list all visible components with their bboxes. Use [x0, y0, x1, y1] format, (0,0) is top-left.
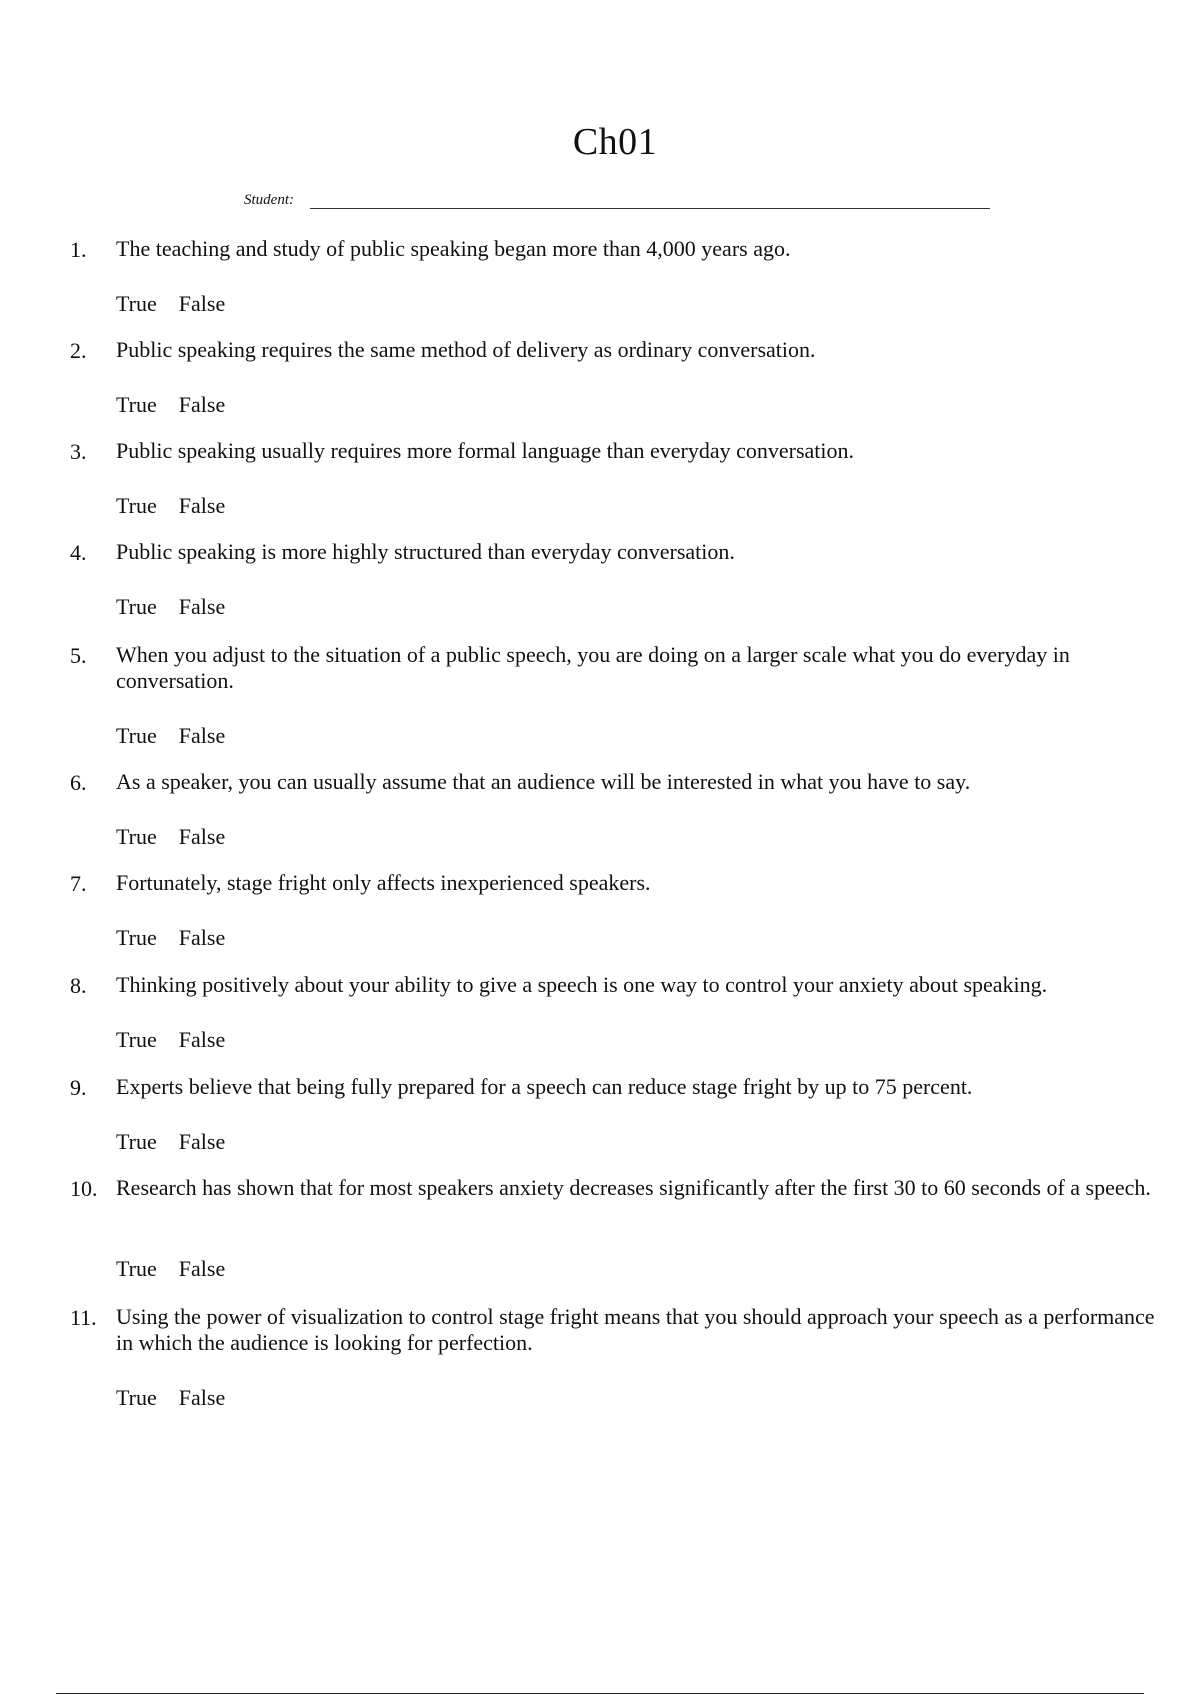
true-option[interactable]: True — [116, 493, 157, 518]
question-number: 8. — [70, 973, 87, 998]
question-text: Research has shown that for most speakers anxiety decreases significantly after the first 30 to 60 seconds of a speech. — [116, 1175, 1151, 1200]
false-option[interactable]: False — [178, 925, 226, 950]
answer-choices — [116, 391, 247, 418]
answer-choices — [116, 492, 247, 519]
true-option[interactable]: True — [116, 1385, 157, 1410]
answer-choices — [116, 593, 247, 620]
question-text: Fortunately, stage fright only affects inexperienced speakers. — [116, 870, 651, 895]
answer-choices — [116, 1255, 247, 1282]
question-number: 7. — [70, 871, 87, 896]
true-option[interactable]: True — [116, 291, 157, 316]
false-option[interactable]: False — [178, 291, 226, 316]
false-option[interactable]: False — [178, 1129, 226, 1154]
answer-choices — [116, 290, 247, 317]
question-number: 4. — [70, 540, 87, 565]
question-text: Using the power of visualization to control stage fright means that you should approach your speech as a performance in which the audience is looking for perfection. — [116, 1304, 1155, 1355]
answer-choices — [116, 823, 247, 850]
true-option[interactable]: True — [116, 392, 157, 417]
false-option[interactable]: False — [178, 1027, 226, 1052]
question-text: Experts believe that being fully prepared for a speech can reduce stage fright by up to 75 percent. — [116, 1074, 973, 1099]
answer-choices — [116, 1026, 247, 1053]
true-option[interactable]: True — [116, 824, 157, 849]
false-option[interactable]: False — [178, 392, 226, 417]
student-label: Student: — [244, 192, 294, 208]
true-option[interactable]: True — [116, 925, 157, 950]
question-number: 3. — [70, 439, 87, 464]
false-option[interactable]: False — [178, 1256, 226, 1281]
question-text: Public speaking requires the same method of delivery as ordinary conversation. — [116, 337, 816, 362]
question-number: 11. — [70, 1305, 97, 1330]
true-option[interactable]: True — [116, 723, 157, 748]
question-text: When you adjust to the situation of a public speech, you are doing on a larger scale what you do everyday in conversation. — [116, 642, 1070, 693]
answer-choices — [116, 722, 247, 749]
answer-choices — [116, 1128, 247, 1155]
footer-divider — [56, 1693, 1144, 1694]
answer-choices — [116, 1384, 247, 1411]
question-text: As a speaker, you can usually assume that an audience will be interested in what you have to say. — [116, 769, 971, 794]
question-number: 6. — [70, 770, 87, 795]
student-name-row — [244, 190, 990, 212]
question-text: The teaching and study of public speaking began more than 4,000 years ago. — [116, 236, 791, 261]
false-option[interactable]: False — [178, 824, 226, 849]
true-option[interactable]: True — [116, 594, 157, 619]
true-option[interactable]: True — [116, 1027, 157, 1052]
answer-choices — [116, 924, 247, 951]
page-title: Ch01 — [572, 121, 658, 163]
student-name-field[interactable] — [310, 208, 990, 209]
question-text: Thinking positively about your ability to give a speech is one way to control your anxiety about speaking. — [116, 972, 1048, 997]
question-number: 2. — [70, 338, 87, 363]
false-option[interactable]: False — [178, 493, 226, 518]
question-number: 1. — [70, 237, 87, 262]
true-option[interactable]: True — [116, 1129, 157, 1154]
true-option[interactable]: True — [116, 1256, 157, 1281]
false-option[interactable]: False — [178, 723, 226, 748]
question-number: 9. — [70, 1075, 87, 1100]
question-text: Public speaking is more highly structured than everyday conversation. — [116, 539, 735, 564]
question-number: 10. — [70, 1176, 98, 1201]
false-option[interactable]: False — [178, 594, 226, 619]
false-option[interactable]: False — [178, 1385, 226, 1410]
question-number: 5. — [70, 643, 87, 668]
question-text: Public speaking usually requires more formal language than everyday conversation. — [116, 438, 854, 463]
